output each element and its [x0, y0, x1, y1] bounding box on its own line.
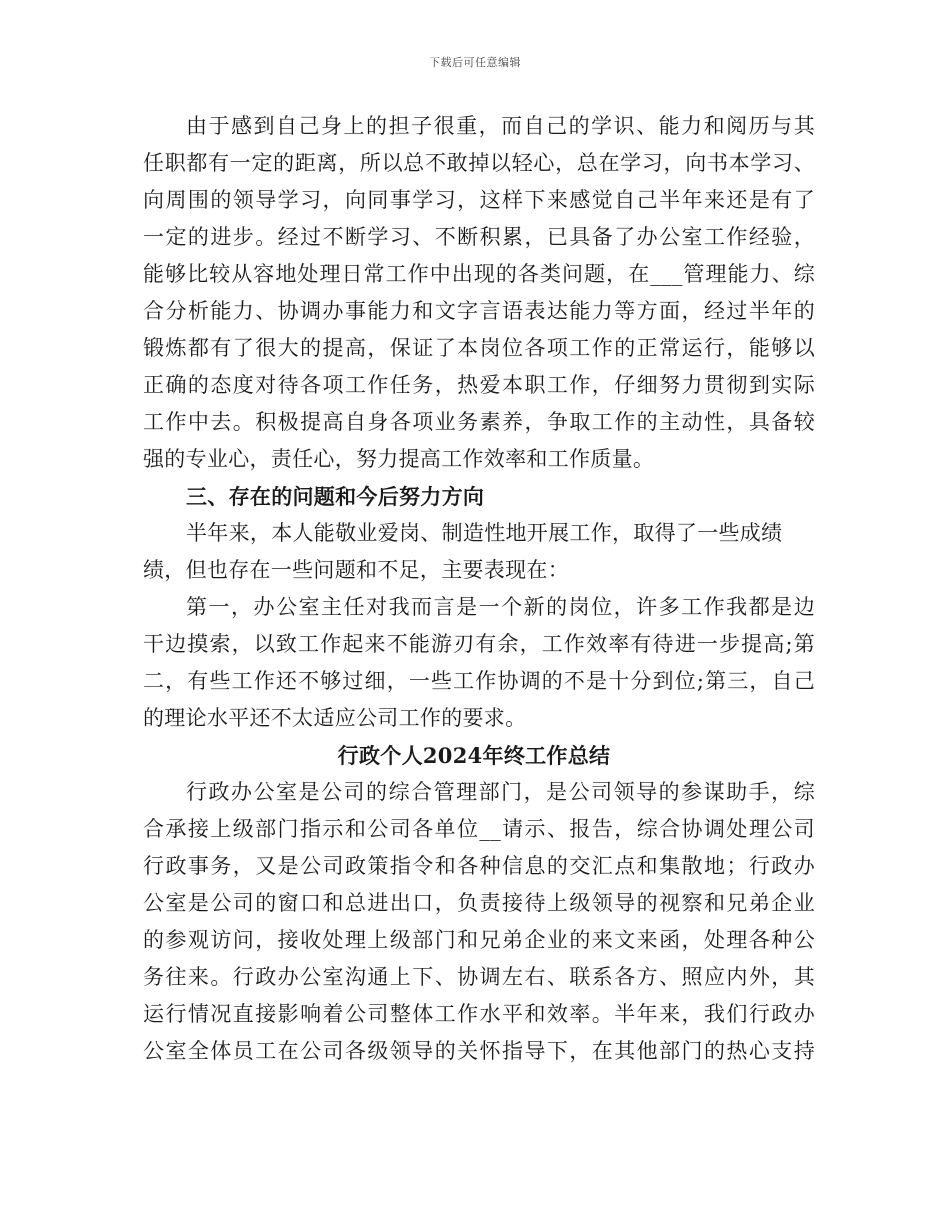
paragraph-line: 务往来。行政办公室沟通上下、协调左右、联系各方、照应内外，其	[143, 965, 815, 989]
paragraph-line: 锻炼都有了很大的提高，保证了本岗位各项工作的正常运行，能够以	[143, 336, 815, 360]
article-title: 行政个人2024年终工作总结	[337, 743, 611, 768]
paragraph-line: 合承接上级部门指示和公司各单位__请示、报告，综合协调处理公司	[143, 817, 815, 841]
paragraph-line: 能够比较从容地处理日常工作中出现的各类问题，在___管理能力、综	[143, 262, 815, 286]
paragraph-line: 公室是公司的窗口和总进出口，负责接待上级领导的视察和兄弟企业	[143, 891, 815, 915]
document-body	[143, 108, 815, 1070]
paragraph-line: 正确的态度对待各项工作任务，热爱本职工作，仔细努力贯彻到实际	[143, 373, 815, 397]
paragraph-line: 向周围的领导学习，向同事学习，这样下来感觉自己半年来还是有了	[143, 188, 815, 212]
paragraph-line: 行政事务，又是公司政策指令和各种信息的交汇点和集散地；行政办	[143, 854, 815, 878]
paragraph-line: 强的专业心，责任心，努力提高工作效率和工作质量。	[143, 447, 655, 471]
page-header-note: 下载后可任意编辑	[429, 56, 521, 69]
section-heading: 三、存在的问题和今后努力方向	[186, 484, 485, 509]
paragraph-line: 一定的进步。经过不断学习、不断积累，已具备了办公室工作经验，	[143, 225, 815, 249]
paragraph-line: 公室全体员工在公司各级领导的关怀指导下，在其他部门的热心支持	[143, 1039, 815, 1063]
paragraph-line: 二，有些工作还不够过细，一些工作协调的不是十分到位;第三，自己	[143, 669, 815, 693]
paragraph-line: 运行情况直接影响着公司整体工作水平和效率。半年来，我们行政办	[143, 1002, 815, 1026]
paragraph-line: 工作中去。积极提高自身各项业务素养，争取工作的主动性，具备较	[143, 410, 815, 434]
paragraph-line: 任职都有一定的距离，所以总不敢掉以轻心，总在学习，向书本学习、	[143, 151, 815, 175]
paragraph-line: 干边摸索，以致工作起来不能游刃有余，工作效率有待进一步提高;第	[143, 632, 815, 656]
paragraph-line: 第一，办公室主任对我而言是一个新的岗位，许多工作我都是边	[186, 595, 815, 619]
paragraph-line: 绩，但也存在一些问题和不足，主要表现在：	[143, 558, 569, 582]
paragraph-line: 的参观访问，接收处理上级部门和兄弟企业的来文来函，处理各种公	[143, 928, 815, 952]
paragraph-line: 由于感到自己身上的担子很重，而自己的学识、能力和阅历与其	[186, 114, 815, 138]
paragraph-line: 半年来，本人能敬业爱岗、制造性地开展工作，取得了一些成绩	[186, 521, 783, 545]
paragraph-line: 行政办公室是公司的综合管理部门，是公司领导的参谋助手，综	[186, 780, 815, 804]
paragraph-line: 的理论水平还不太适应公司工作的要求。	[143, 706, 527, 730]
paragraph-line: 合分析能力、协调办事能力和文字言语表达能力等方面，经过半年的	[143, 299, 815, 323]
